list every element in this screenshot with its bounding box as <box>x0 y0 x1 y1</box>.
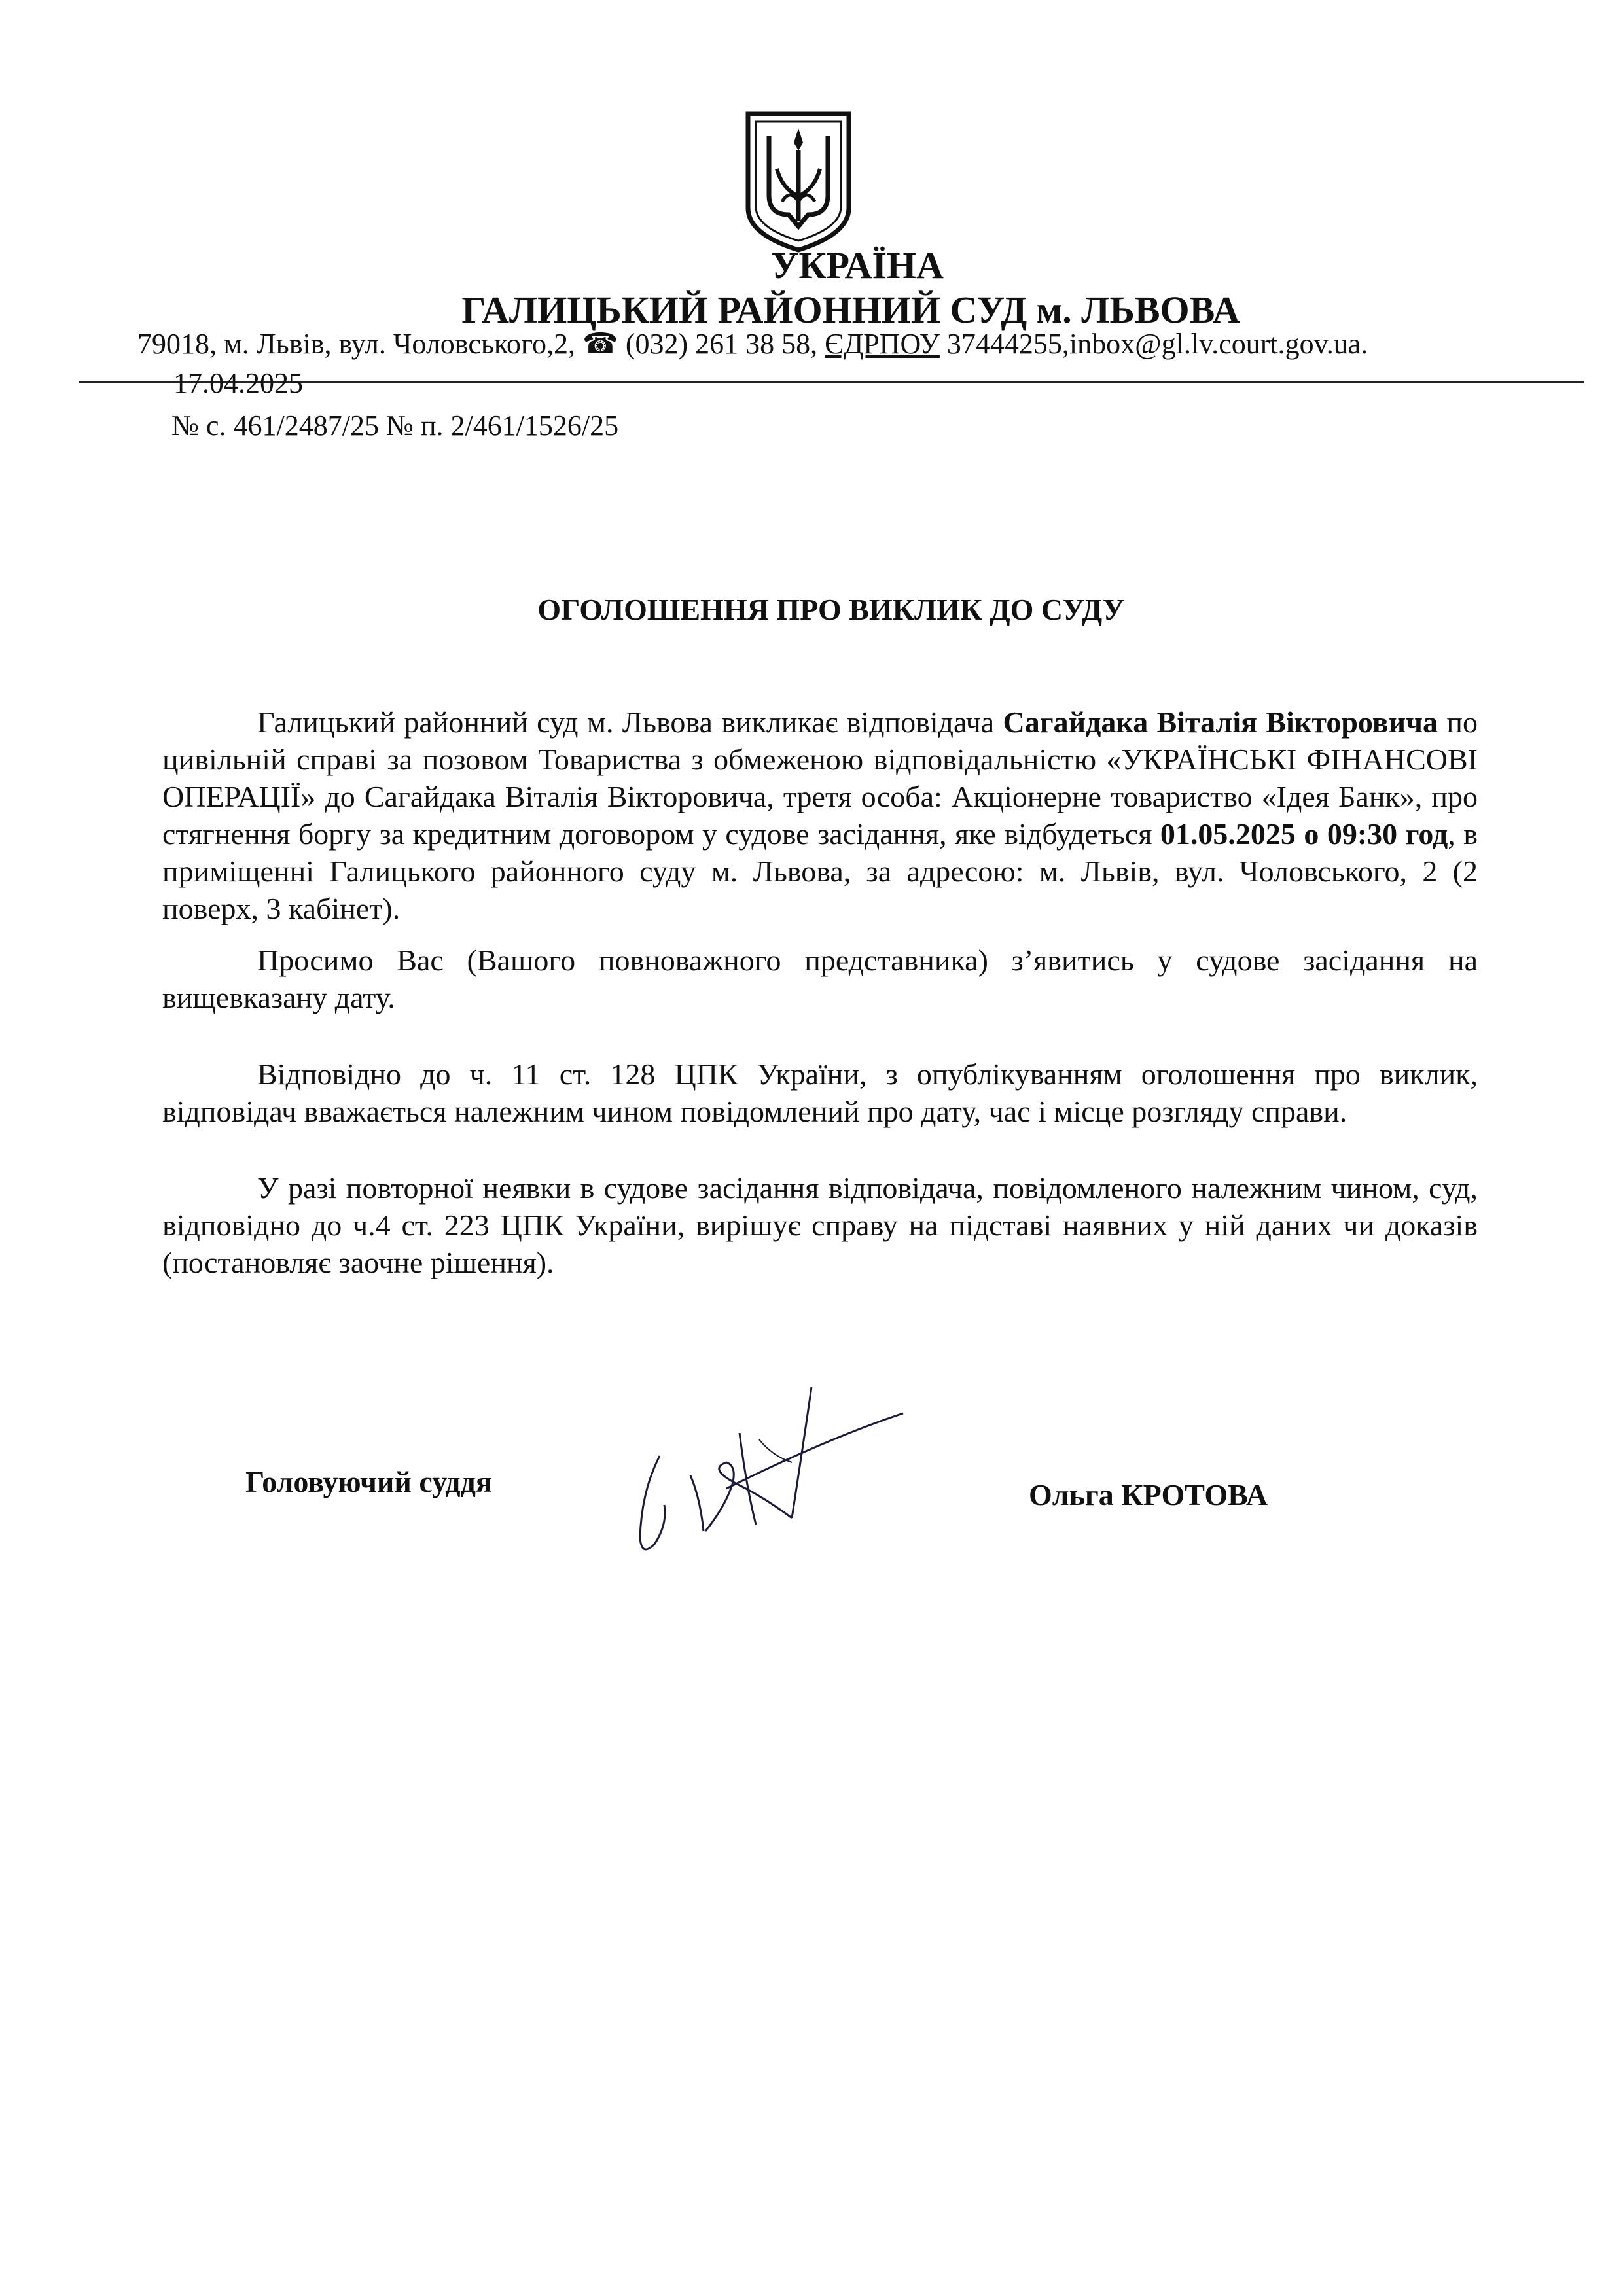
court-address: 79018, м. Львів, вул. Чоловського,2, ☎ (032) 261 38 58, ЄДРПОУ 37444255,inbox@gl.lv.court.gov.ua. <box>137 328 1368 360</box>
paragraph-absence: У разі повторної неявки в судове засідання відповідача, повідомленого належним чином, суд, відповідно до ч.4 ст. 223 ЦПК України, вирішує справу на підставі наявних у ній даних чи доказів (постановляє заочне рішення). <box>162 1171 1478 1279</box>
handwritten-signature <box>628 1341 942 1564</box>
hearing-datetime: 01.05.2025 о 09:30 год <box>1160 817 1448 851</box>
paragraph-request: Просимо Вас (Вашого повноважного представника) з’явитись у судове засідання на вищевказану дату. <box>162 944 1478 1014</box>
edrpou-label: ЄДРПОУ <box>825 328 940 360</box>
p1-text-b: по цивільній справі за позовом Товариства з обмеженою відповідальністю «УКРАЇНСЬКІ ФІНАНСОВІ ОПЕРАЦІЇ» до Сагайдака Віталія Вікторовича, третя особа: Акціонерне товариство «Ідея Банк», про стягнення боргу за кредитним договором у судове засідання, яке відбудеться <box>162 705 1478 851</box>
header-divider <box>79 381 1584 383</box>
coat-of-arms-icon <box>743 110 854 254</box>
document-heading: ОГОЛОШЕННЯ ПРО ВИКЛИК ДО СУДУ <box>537 593 1125 626</box>
court-name: ГАЛИЦЬКИЙ РАЙОННИЙ СУД м. ЛЬВОВА <box>461 289 1240 331</box>
edrpou-and-email: 37444255,inbox@gl.lv.court.gov.ua. <box>946 328 1368 360</box>
defendant-name: Сагайдака Віталія Вікторовича <box>1003 705 1438 739</box>
phone-number: (032) 261 38 58 <box>625 328 811 360</box>
p1-text-c: , в приміщенні Галицького районного суду м. Львова, за адресою: м. Львів, вул. Чоловського, 2 (2 поверх, 3 кабінет). <box>162 817 1478 925</box>
paragraph-notice: Відповідно до ч. 11 ст. 128 ЦПК України, з опублікуванням оголошення про виклик, відповідач вважається належним чином повідомлений про дату, час і місце розгляду справи. <box>162 1057 1478 1128</box>
phone-icon: ☎ <box>582 328 618 360</box>
country-title: УКРАЇНА <box>770 244 944 287</box>
p1-text-a: Галицький районний суд м. Львова викликає відповідача <box>257 705 1003 739</box>
case-numbers: № с. 461/2487/25 № п. 2/461/1526/25 <box>171 410 619 442</box>
signatory-title: Головуючий суддя <box>245 1465 492 1498</box>
document-body <box>162 703 1478 1281</box>
paragraph-summons <box>162 703 1478 927</box>
address-text: 79018, м. Львів, вул. Чоловського,2, <box>137 328 583 360</box>
signatory-name: Ольга КРОТОВА <box>1029 1478 1268 1511</box>
document-date: 17.04.2025 <box>173 367 303 399</box>
